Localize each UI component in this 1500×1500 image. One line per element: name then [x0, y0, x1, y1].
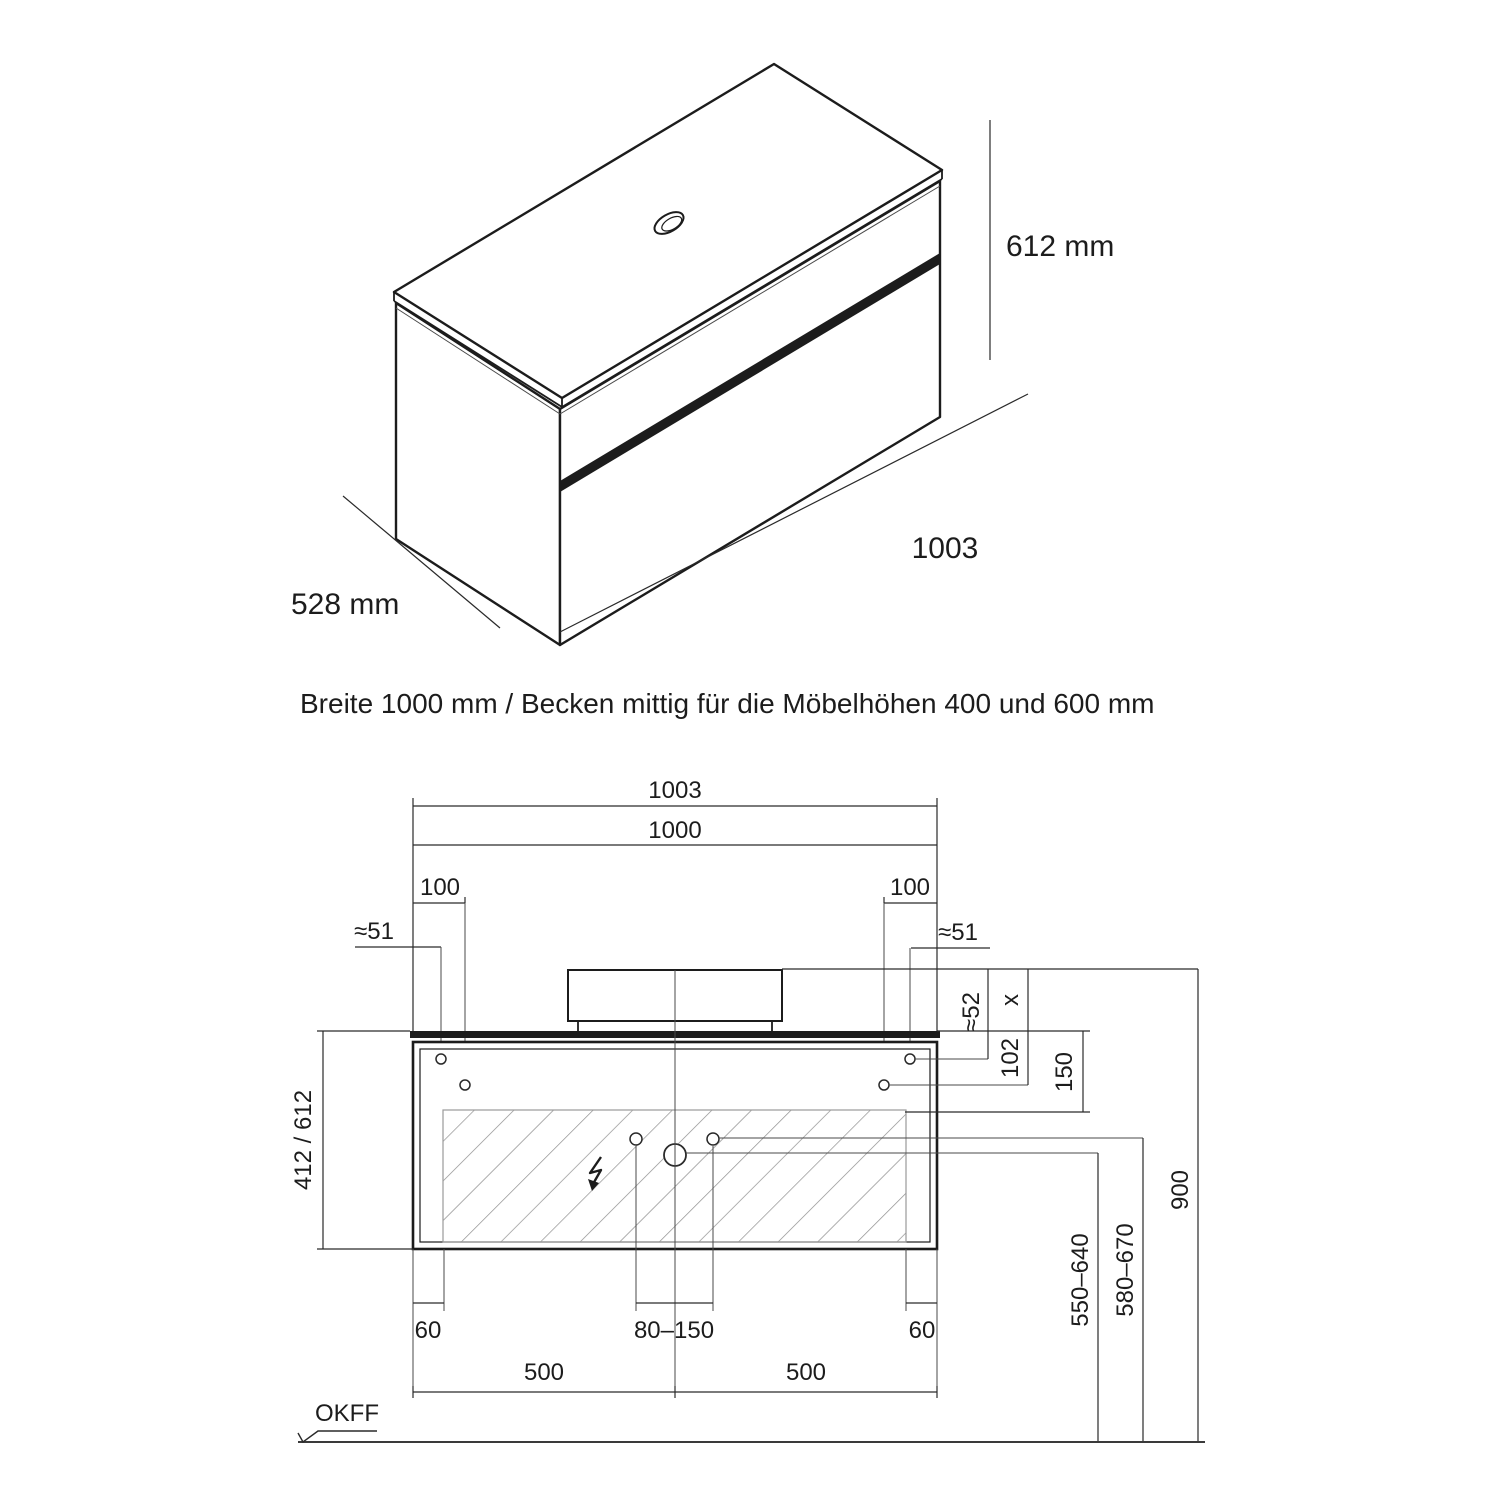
dim-margin-right-label: 60 — [908, 1317, 936, 1344]
dim-body-height-label: 412 / 612 — [290, 1089, 317, 1191]
dim-row2-depth-label: 102 — [997, 1037, 1024, 1079]
tap-hole-left — [630, 1133, 642, 1145]
dim-offset-left-label: 100 — [419, 874, 461, 901]
dim-half-left-label: 500 — [523, 1359, 565, 1386]
dim-half-right-label: 500 — [785, 1359, 827, 1386]
drill-point-right-row2 — [879, 1080, 889, 1090]
dim-overall-width-label: 1003 — [648, 777, 702, 804]
dim-body-height — [290, 1031, 413, 1249]
dim-iso-depth-label: 528 mm — [291, 588, 400, 621]
dim-iso-width-label: 1003 — [911, 532, 979, 565]
dim-total-height-label: 900 — [1167, 1169, 1194, 1211]
dim-row1-depth-label: ≈52 — [958, 992, 985, 1032]
isometric-view — [291, 64, 1114, 645]
iso-cabinet — [394, 64, 942, 645]
drill-point-left-row1 — [436, 1054, 446, 1064]
caption: Breite 1000 mm / Becken mittig für die Möbelhöhen 400 und 600 mm — [300, 688, 1155, 719]
tap-hole-right — [707, 1133, 719, 1145]
dim-inset-left-label: ≈51 — [354, 918, 394, 945]
dim-inset-right-label: ≈51 — [938, 919, 978, 946]
floor-reference — [298, 1400, 1205, 1442]
dim-body-width-label: 1000 — [648, 817, 702, 844]
dim-supply-range-label: 580–670 — [1112, 1223, 1139, 1317]
dim-drain-range-label: 550–640 — [1067, 1233, 1094, 1327]
drill-point-left-row2 — [460, 1080, 470, 1090]
floor-reference-marker — [298, 1431, 377, 1442]
front-elevation-view — [290, 777, 1205, 1442]
floor-reference-label: OKFF — [315, 1400, 379, 1427]
dim-offset-right-label: 100 — [889, 874, 931, 901]
dim-margin-left-label: 60 — [414, 1317, 442, 1344]
drill-point-right-row1 — [905, 1054, 915, 1064]
dim-tap-spacing-label: 80–150 — [633, 1317, 715, 1344]
dim-cutout-offset-label: 150 — [1051, 1051, 1078, 1093]
dim-iso-height-label: 612 mm — [1006, 230, 1115, 263]
dim-basin-height-label: x — [997, 994, 1024, 1006]
